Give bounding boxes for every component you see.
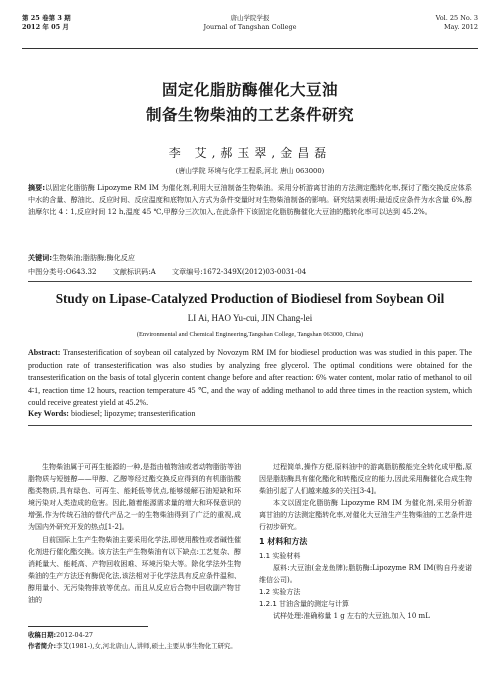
footnote	[28, 630, 472, 652]
header-journal-zh: 唐山学院学报	[230, 14, 270, 22]
authors-zh: 李 艾,郝玉翠,金昌磊	[168, 146, 332, 160]
running-header	[22, 8, 478, 49]
body-paragraph: 原料:大豆油(金龙鱼牌);脂肪酶:Lipozyme RM IM(购自丹麦诺维信公司)。	[259, 563, 472, 584]
header-journal-en: Journal of Tangshan College	[203, 23, 297, 31]
article-meta-zh	[28, 267, 472, 277]
bio-label: 作者简介:	[28, 642, 57, 650]
received-value: 2012-04-27	[56, 631, 93, 639]
abstract-en	[28, 347, 472, 410]
subsection-heading: 1.2 实验方法	[259, 587, 301, 596]
body-paragraph: 过程简单,操作方便,原料油中的游离脂肪酸能完全转化成甲酯,原因是脂肪酶具有催化酯化和转酯反应的能力,因此采用酶催化合成生物柴油引起了人们越来越多的关注[3-4]。	[259, 463, 472, 496]
section-divider	[28, 281, 472, 282]
section-heading: 1 材料和方法	[259, 536, 308, 546]
affiliation-en: (Environmental and Chemical Engineering,Tangshan College, Tangshan 063000, China)	[136, 331, 364, 338]
clc-number: 中图分类号:O643.32	[28, 267, 97, 276]
title-zh	[0, 78, 500, 128]
keywords-en	[28, 409, 472, 418]
affiliation-zh: (唐山学院 环境与化学工程系,河北 唐山 063000)	[175, 167, 325, 175]
keywords-zh-label: 关键词:	[28, 253, 53, 262]
header-date-en: May. 2012	[443, 23, 478, 31]
document-code: 文献标识码:A	[112, 267, 156, 276]
header-volume-zh: 第 25 卷第 3 期	[22, 14, 71, 22]
header-right	[436, 14, 478, 32]
received-date	[28, 630, 472, 641]
bio-value: 李艾(1981-),女,河北唐山人,讲师,硕士,主要从事生物化工研究。	[56, 642, 237, 650]
body-paragraph: 生物柴油属于可再生能源的一种,是指由植物油或者动物脂肪等油脂物质与短链醇——甲醇、乙醇等经过酯交换反应得到的有机脂肪酸酯类物质,具有绿色、可再生、能耗低等优点,能够缓解石油短缺和环境污染对人类造成的危害。因此,随着能源需求量的增大和环保意识的增强,作为传统石油的替代产品之一的生物柴油得到了广泛的重视,成为国内外研究开发的热点[1-2]。	[28, 463, 241, 532]
header-volume-en: Vol. 25 No. 3	[435, 14, 478, 22]
body-column-right	[259, 461, 472, 622]
body-paragraph: 本文以固定化脂肪酶 Lipozyme RM IM 为催化剂,采用分析游离甘油的方法测定酯转化率,对催化大豆油生产生物柴油的工艺条件进行初步研究。	[259, 499, 472, 532]
body-column-left	[28, 461, 241, 606]
keywords-en-label: Key Words:	[28, 409, 69, 418]
title-zh-line2: 制备生物柴油的工艺条件研究	[145, 106, 354, 124]
abstract-zh-label: 摘要:	[28, 183, 46, 192]
keywords-zh	[28, 253, 472, 263]
abstract-zh-text: 以固定化脂肪酶 Lipozyme RM IM 为催化剂,利用大豆油制备生物柴油。采用分析游离甘油的方法测定酯转化率,探讨了酯交换反应体系中水的含量、醇油比、反应时间、反应温度和底物加入方式为条件变量时对生物柴油制备的影响。研究结果表明:最适反应条件为水含量 6%,醇油摩尔比 4∶1,反应时间 12 h,温度 45 ℃,甲醇分三次加入,在此条件下该固定化脂肪酶催化大豆油的酯转化率可以达到 45.2%。	[28, 183, 472, 217]
title-zh-line1: 固定化脂肪酶催化大豆油	[161, 81, 338, 99]
header-date-zh: 2012 年 05 月	[22, 23, 69, 31]
subsection-heading: 1.2.1 甘油含量的测定与计算	[259, 600, 350, 609]
keywords-zh-text: 生物柴油;脂肪酶;酶化反应	[52, 253, 135, 262]
keywords-en-text: biodiesel; lipozyme; transesterification	[70, 409, 196, 418]
body-paragraph: 目前国际上生产生物柴油主要采用化学法,即使用酸性或者碱性催化剂进行催化酯交换。该方法生产生物柴油有以下缺点:工艺复杂、醇消耗量大、能耗高、产物回收困难、环境污染大等。除化学法外生物柴油的生产方法还有酶促化法,该法相对于化学法具有反应条件温和、醇用量小、无污染物排放等优点。而且从反应后合物中回收副产物甘油的	[28, 535, 241, 605]
section-divider	[28, 425, 472, 426]
header-center	[22, 14, 478, 32]
abstract-zh	[28, 182, 472, 219]
abstract-en-label: Abstract:	[28, 348, 61, 357]
body-paragraph: 试样处理:准确称量 1 g 左右的大豆油,加入 10 mL	[273, 612, 430, 621]
received-label: 收稿日期:	[28, 631, 57, 639]
footnote-divider	[28, 626, 148, 627]
title-en: Study on Lipase-Catalyzed Production of Biodiesel from Soybean Oil	[55, 291, 445, 306]
article-number: 文章编号:1672-349X(2012)03-0031-04	[172, 267, 307, 276]
abstract-en-text: Transesterification of soybean oil catalyzed by Novozym RM IM for biodiesel production was was studied in this paper. The production rate of transesterification was also studies by analyzing free glycerol. The optimal conditions were obtained for the transesterification on the basis of total glycerin content change before and after reaction: 6% water content, molar ratio of methanol to oil 4∶1, reaction time 12 hours, reaction temperature 45 ℃, and the way of adding methanol to add three times in the reaction system, which could receive greatest yield at 45.2%.	[28, 348, 472, 407]
authors-en: LI Ai, HAO Yu-cui, JIN Chang-lei	[187, 313, 313, 323]
subsection-heading: 1.1 实验材料	[259, 551, 301, 560]
author-bio	[28, 641, 472, 652]
